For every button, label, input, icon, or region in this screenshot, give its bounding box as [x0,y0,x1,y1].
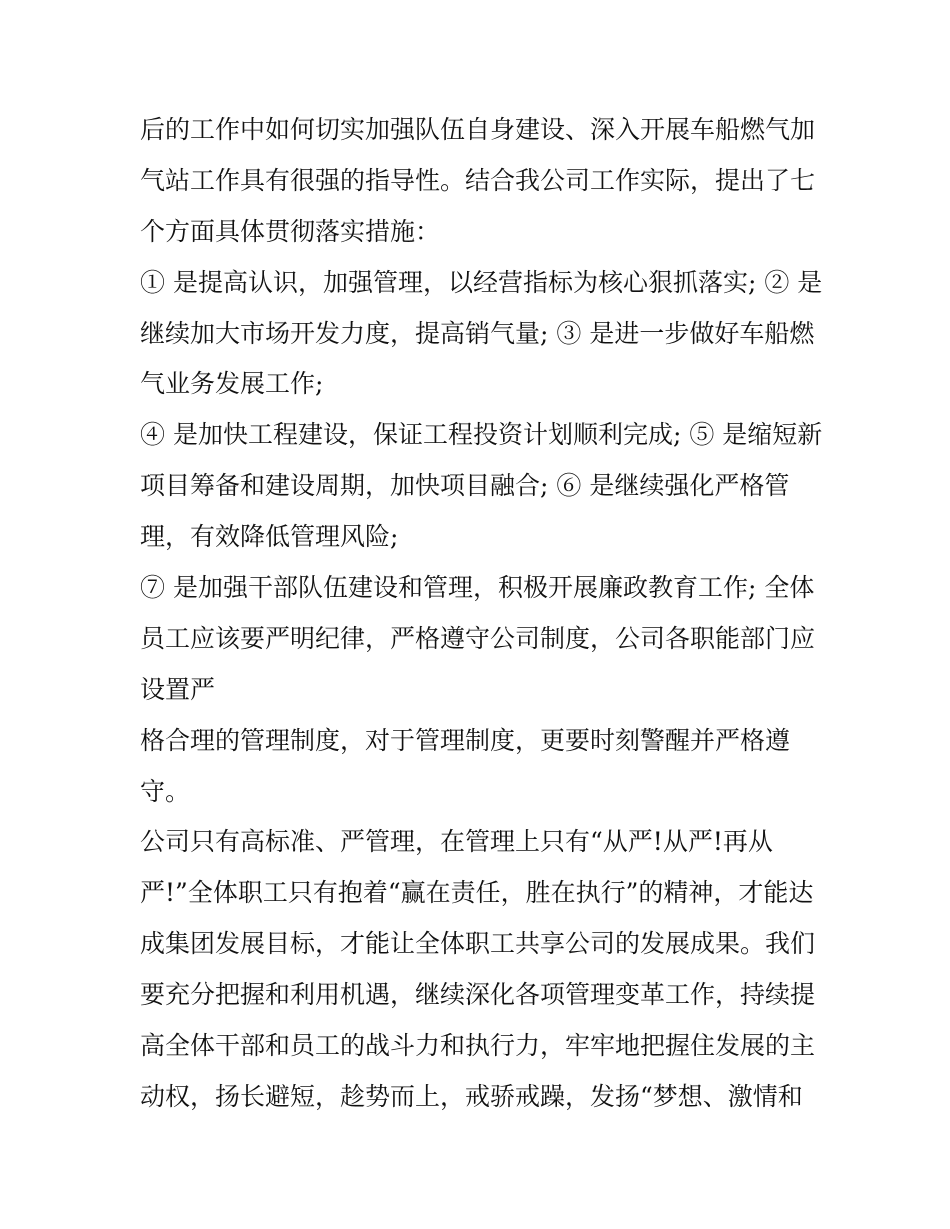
text-line-4: ① 是提高认识，加强管理，以经营指标为核心狠抓落实; ② 是 [140,267,823,297]
text-line-8: 项目筹备和建设周期，加快项目融合; ⑥ 是继续强化严格管 [140,471,790,501]
text-line-3: 个方面具体贯彻落实措施： [140,216,441,246]
text-line-17: 成集团发展目标，才能让全体职工共享公司的发展成果。我们 [140,929,816,959]
text-line-12: 设置严 [140,674,216,704]
body-text [140,105,830,1123]
text-line-10: ⑦ 是加强干部队伍建设和管理，积极开展廉政教育工作; 全体 [140,573,815,603]
text-line-5: 继续加大市场开发力度，提高销气量; ③ 是进一步做好车船燃 [140,318,815,348]
text-line-1: 后的工作中如何切实加强队伍自身建设、深入开展车船燃气加 [140,115,816,144]
text-line-7: ④ 是加快工程建设，保证工程投资计划顺利完成; ⑤ 是缩短新 [140,420,823,450]
text-line-19: 高全体干部和员工的战斗力和执行力，牢牢地把握住发展的主 [140,1031,816,1061]
text-line-18: 要充分把握和利用机遇，继续深化各项管理变革工作，持续提 [140,980,816,1010]
text-line-16: 严!”全体职工只有抱着“赢在责任，胜在执行”的精神，才能达 [140,878,814,908]
text-line-6: 气业务发展工作; [140,369,324,399]
text-line-15: 公司只有高标准、严管理，在管理上只有“从严!从严!再从 [140,827,773,857]
text-line-9: 理，有效降低管理风险; [140,522,399,552]
text-line-20: 动权，扬长避短，趁势而上，戒骄戒躁，发扬“梦想、激情和 [140,1081,803,1111]
text-line-11: 员工应该要严明纪律，严格遵守公司制度，公司各职能部门应 [140,623,816,653]
text-line-14: 守。 [140,776,191,806]
text-line-13: 格合理的管理制度，对于管理制度，更要时刻警醒并严格遵 [140,725,791,755]
text-line-2: 气站工作具有很强的指导性。结合我公司工作实际，提出了七 [140,165,816,195]
